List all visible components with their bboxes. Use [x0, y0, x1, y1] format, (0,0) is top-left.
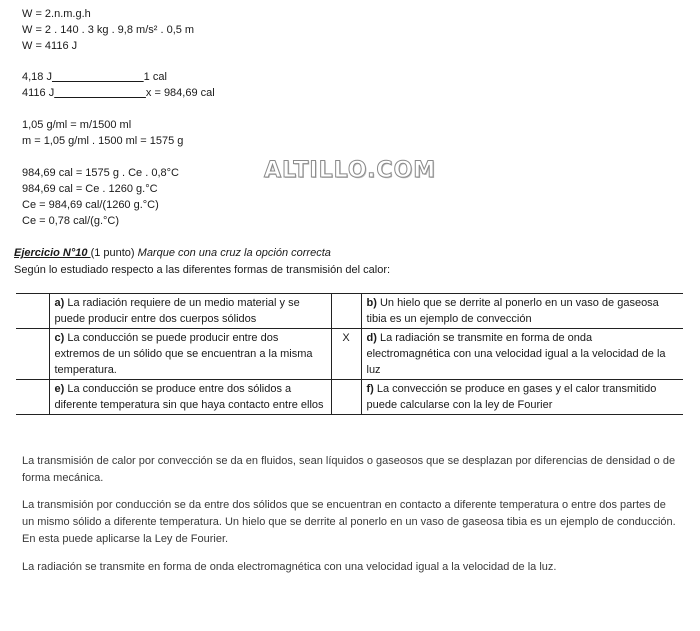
calc-line-rule-of-three-2 [22, 85, 215, 101]
calc-line-specific-heat-result: Ce = 0,78 cal/(g.°C) [22, 215, 120, 227]
calc-line-specific-heat: Ce = 984,69 cal/(1260 g.°C) [22, 199, 159, 211]
exercise-intro: Según lo estudiado respecto a las diferentes formas de transmisión del calor: [14, 264, 391, 276]
calc-joule-value: 4116 J [22, 87, 55, 99]
calc-line-mass: m = 1,05 g/ml . 1500 ml = 1575 g [22, 135, 184, 147]
option-e [49, 380, 331, 415]
explanation-convection: La transmisión de calor por convección se da en fluidos, sean líquidos o gaseosos que se desplazan por diferencias de densidad o de forma mecánica. [22, 455, 676, 484]
options-row [16, 329, 683, 380]
mark-cell-c[interactable] [16, 329, 49, 380]
option-d [361, 329, 683, 380]
calc-line-heat-equation: 984,69 cal = 1575 g . Ce . 0,8°C [22, 167, 179, 179]
mark-cell-a[interactable] [16, 294, 49, 329]
option-letter: c) [54, 332, 65, 344]
rule-blank [54, 87, 146, 99]
option-letter: d) [366, 332, 377, 344]
option-text: La radiación requiere de un medio material y se puede producir entre dos cuerpos sólidos [54, 297, 300, 325]
option-letter: b) [366, 297, 377, 309]
calc-line-work-formula: W = 2.n.m.g.h [22, 8, 91, 20]
option-c [49, 329, 331, 380]
calc-line-work-values: W = 2 . 140 . 3 kg . 9,8 m/s² . 0,5 m [22, 24, 195, 36]
altillo-watermark: ALTILLO.COM [264, 158, 437, 183]
option-text: La conducción se produce entre dos sólidos a diferente temperatura sin que haya contacto entre ellos [54, 383, 324, 411]
calc-line-rule-of-three-1 [22, 69, 167, 85]
options-row [16, 294, 683, 329]
option-text: La conducción se puede producir entre dos extremos de un sólido que se encuentran a la misma temperatura. [54, 332, 313, 376]
mark-cell-d[interactable]: X [331, 329, 361, 380]
calc-cal-equivalence: 1 cal [143, 71, 167, 83]
exercise-label: Ejercicio N°10 [14, 247, 91, 259]
calc-line-density: 1,05 g/ml = m/1500 ml [22, 119, 132, 131]
option-letter: f) [366, 383, 374, 395]
option-letter: e) [54, 383, 65, 395]
rule-blank [52, 71, 144, 83]
explanation-radiation: La radiación se transmite en forma de onda electromagnética con una velocidad igual a la velocidad de la luz. [22, 561, 557, 573]
option-f [361, 380, 683, 415]
option-letter: a) [54, 297, 65, 309]
exercise-instruction: Marque con una cruz la opción correcta [137, 247, 331, 259]
option-text: La radiación se transmite en forma de onda electromagnética con una velocidad igual a la velocidad de la luz [366, 332, 666, 376]
exercise-heading [14, 246, 331, 261]
exercise-points: (1 punto) [90, 247, 138, 259]
option-b [361, 294, 683, 329]
calc-line-heat-simplified: 984,69 cal = Ce . 1260 g.°C [22, 183, 158, 195]
options-table [16, 293, 683, 415]
mark-cell-e[interactable] [16, 380, 49, 415]
option-text: Un hielo que se derrite al ponerlo en un vaso de gaseosa tibia es un ejemplo de convección [366, 297, 659, 325]
options-row [16, 380, 683, 415]
calc-cal-result: x = 984,69 cal [145, 87, 215, 99]
calc-line-work-result: W = 4116 J [22, 40, 78, 52]
option-text: La convección se produce en gases y el calor transmitido puede calcularse con la ley de Fourier [366, 383, 657, 411]
calc-joule-equivalence: 4,18 J [22, 71, 52, 83]
mark-cell-b[interactable] [331, 294, 361, 329]
mark-cell-f[interactable] [331, 380, 361, 415]
option-a [49, 294, 331, 329]
explanation-conduction: La transmisión por conducción se da entre dos sólidos que se encuentran en contacto a diferente temperatura o entre dos partes de un mismo sólido a diferente temperatura. Un hielo que se derrite al ponerlo en un vaso de gaseosa tibia es un ejemplo de conducción. En esta puede aplicarse la Ley de Fourier. [22, 499, 676, 545]
